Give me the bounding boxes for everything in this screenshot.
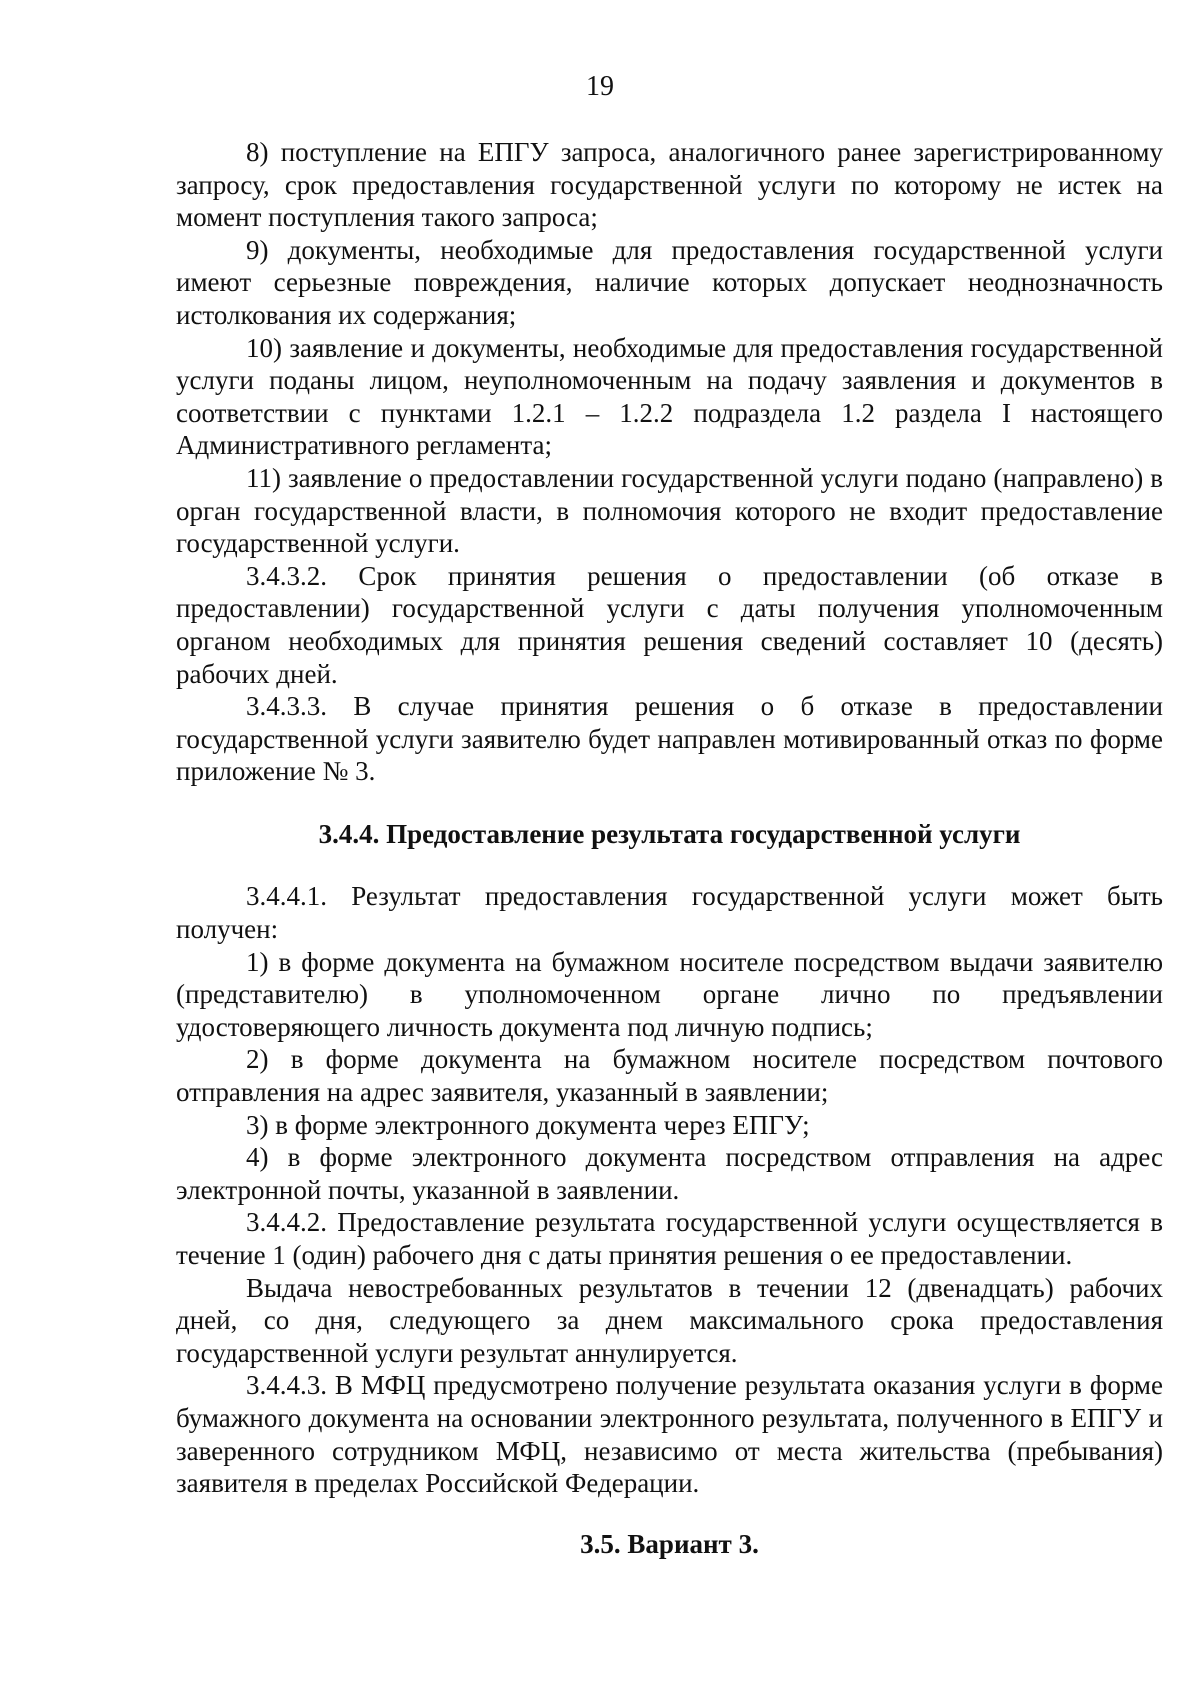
paragraph-3-4-4-3: 3.4.4.3. В МФЦ предусмотрено получение результата оказания услуги в форме бумажного документа на основании электронного результата, полученного в ЕПГУ и заверенного сотрудником МФЦ, независимо от места жительства (пребывания) заявителя в пределах Российской Федерации.	[176, 1370, 1163, 1499]
paragraph-option-4: 4) в форме электронного документа посредством отправления на адрес электронной почты, указанной в заявлении.	[176, 1142, 1163, 1205]
paragraph-item-9: 9) документы, необходимые для предоставления государственной услуги имеют серьезные повреждения, наличие которых допускает неоднозначность истолкования их содержания;	[176, 234, 1163, 330]
paragraph-3-4-3-3: 3.4.3.3. В случае принятия решения о б отказе в предоставлении государственной услуги заявителю будет направлен мотивированный отказ по форме приложение № 3.	[176, 691, 1163, 787]
section-heading-3-4-4: 3.4.4. Предоставление результата государственной услуги	[318, 818, 1021, 849]
paragraph-option-3: 3) в форме электронного документа через ЕПГУ;	[246, 1109, 810, 1140]
paragraph-unclaimed-results: Выдача невостребованных результатов в течении 12 (двенадцать) рабочих дней, со дня, следующего за днем максимального срока предоставления государственной услуги результат аннулируется.	[176, 1272, 1163, 1368]
paragraph-3-4-4-1: 3.4.4.1. Результат предоставления государственной услуги может быть получен:	[176, 881, 1163, 945]
paragraph-option-1: 1) в форме документа на бумажном носителе посредством выдачи заявителю (представителю) в уполномоченном органе лично по предъявлении удостоверяющего личность документа под личную подпись;	[176, 946, 1163, 1042]
section-heading-3-5: 3.5. Вариант 3.	[580, 1528, 759, 1559]
paragraph-item-8: 8) поступление на ЕПГУ запроса, аналогичного ранее зарегистрированному запросу, срок предоставления государственной услуги по которому не истек на момент поступления такого запроса;	[176, 137, 1163, 233]
paragraph-item-10: 10) заявление и документы, необходимые для предоставления государственной услуги поданы лицом, неуполномоченным на подачу заявления и документов в соответствии с пунктами 1.2.1 – 1.2.2 подраздела 1.2 раздела I настоящего Административного регламента;	[176, 332, 1163, 461]
paragraph-3-4-3-2: 3.4.3.2. Срок принятия решения о предоставлении (об отказе в предоставлении) государственной услуги с даты получения уполномоченным органом необходимых для принятия решения сведений составляет 10 (десять) рабочих дней.	[176, 560, 1163, 689]
document-body	[176, 136, 1163, 1560]
paragraph-option-2: 2) в форме документа на бумажном носителе посредством почтового отправления на адрес заявителя, указанный в заявлении;	[176, 1044, 1163, 1108]
paragraph-3-4-4-2: 3.4.4.2. Предоставление результата государственной услуги осуществляется в течение 1 (один) рабочего дня с даты принятия решения о ее предоставлении.	[176, 1207, 1163, 1270]
paragraph-item-11: 11) заявление о предоставлении государственной услуги подано (направлено) в орган государственной власти, в полномочия которого не входит предоставление государственной услуги.	[176, 462, 1163, 559]
page-number: 19	[586, 71, 614, 102]
